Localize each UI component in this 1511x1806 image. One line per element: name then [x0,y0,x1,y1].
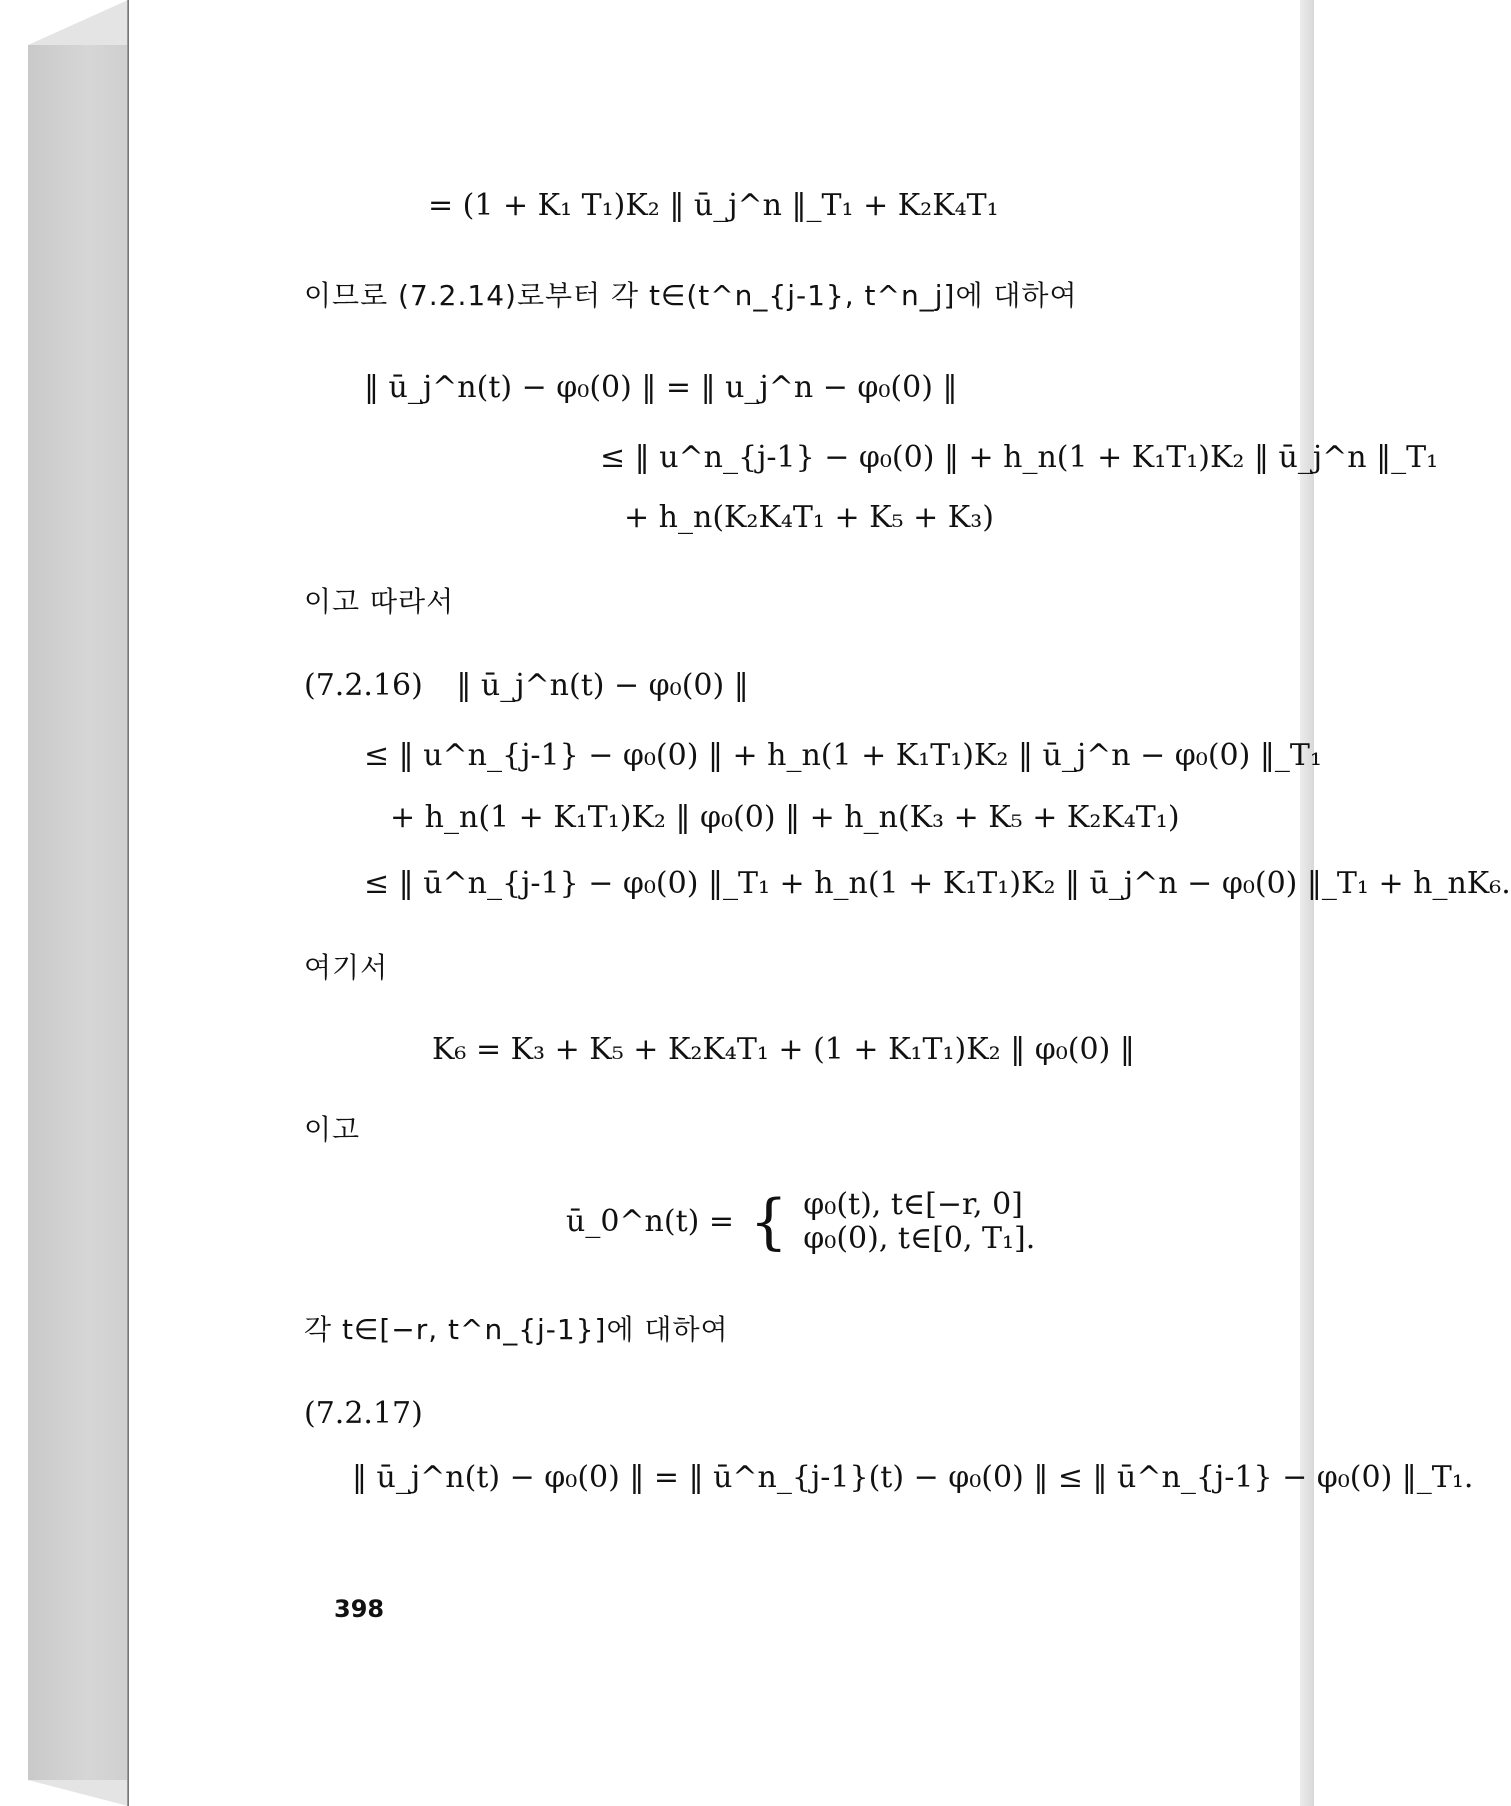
equation-7217-label [304,1396,423,1432]
book-spine-top [28,0,128,45]
equation-u0 [566,1188,1035,1256]
left-brace: { [749,1187,788,1257]
equation-text: + h_n(K₂K₄T₁ + K₅ + K₃) [624,500,994,535]
paragraph-text: 이고 따라서 [304,585,455,618]
equation-text: ≤ ‖ u^n_{j-1} − φ₀(0) ‖ + h_n(1 + K₁T₁)K₂ ‖ ū_j^n ‖_T₁ [600,440,1439,475]
equation-7216-head [304,668,749,704]
equation-text: ≤ ‖ u^n_{j-1} − φ₀(0) ‖ + h_n(1 + K₁T₁)K₂ ‖ ū_j^n − φ₀(0) ‖_T₁ [364,738,1322,773]
equation-b3 [364,866,1511,902]
equation-k6 [432,1032,1135,1068]
korean-text-4 [304,1112,360,1148]
book-spine-bottom [28,1780,128,1806]
paragraph-text: 각 t∈[−r, t^n_{j-1}]에 대하여 [304,1313,729,1346]
equation-text: + h_n(1 + K₁T₁)K₂ ‖ φ₀(0) ‖ + h_n(K₃ + K₅ + K₂K₄T₁) [390,800,1180,835]
case-line-2: φ₀(0), t∈[0, T₁]. [803,1221,1036,1256]
paragraph-text: 이므로 (7.2.14)로부터 각 t∈(t^n_{j-1}, t^n_j]에 대하여 [304,279,1078,312]
equation-a2 [600,440,1438,476]
korean-text-1 [304,278,1078,314]
equation-text: ū_0^n(t) = [566,1204,735,1239]
paragraph-text: 이고 [304,1113,361,1146]
korean-text-5 [304,1312,729,1348]
book-spine [28,45,128,1780]
korean-text-2 [304,584,454,620]
equation-label: (7.2.17) [304,1396,423,1431]
equation-text: ‖ ū_j^n(t) − φ₀(0) ‖ = ‖ u_j^n − φ₀(0) ‖ [364,370,958,405]
equation-b2 [390,800,1180,836]
equation-label: (7.2.16) [304,668,423,703]
case-line-1: φ₀(t), t∈[−r, 0] [803,1187,1023,1222]
page-number: 398 [334,1595,385,1623]
book-page [128,0,1314,1806]
equation-a1 [364,370,957,406]
korean-text-3 [304,950,388,986]
equation-b1 [364,738,1322,774]
equation-a3 [624,500,994,536]
paragraph-text: 여기서 [304,951,389,984]
equation-text: ≤ ‖ ū^n_{j-1} − φ₀(0) ‖_T₁ + h_n(1 + K₁T₁)K₂ ‖ ū_j^n − φ₀(0) ‖_T₁ + h_nK₆. [364,866,1511,901]
equation-7217 [352,1460,1473,1496]
equation-text: ‖ ū_j^n(t) − φ₀(0) ‖ [456,668,749,703]
equation-text: K₆ = K₃ + K₅ + K₂K₄T₁ + (1 + K₁T₁)K₂ ‖ φ₀(0) ‖ [432,1032,1135,1067]
cases-block [803,1188,1035,1256]
equation-line-1 [428,188,999,224]
equation-text: = (1 + K₁ T₁)K₂ ‖ ū_j^n ‖_T₁ + K₂K₄T₁ [428,188,999,223]
equation-text: ‖ ū_j^n(t) − φ₀(0) ‖ = ‖ ū^n_{j-1}(t) − φ₀(0) ‖ ≤ ‖ ū^n_{j-1} − φ₀(0) ‖_T₁. [352,1460,1474,1495]
page-edge [1300,0,1314,1806]
